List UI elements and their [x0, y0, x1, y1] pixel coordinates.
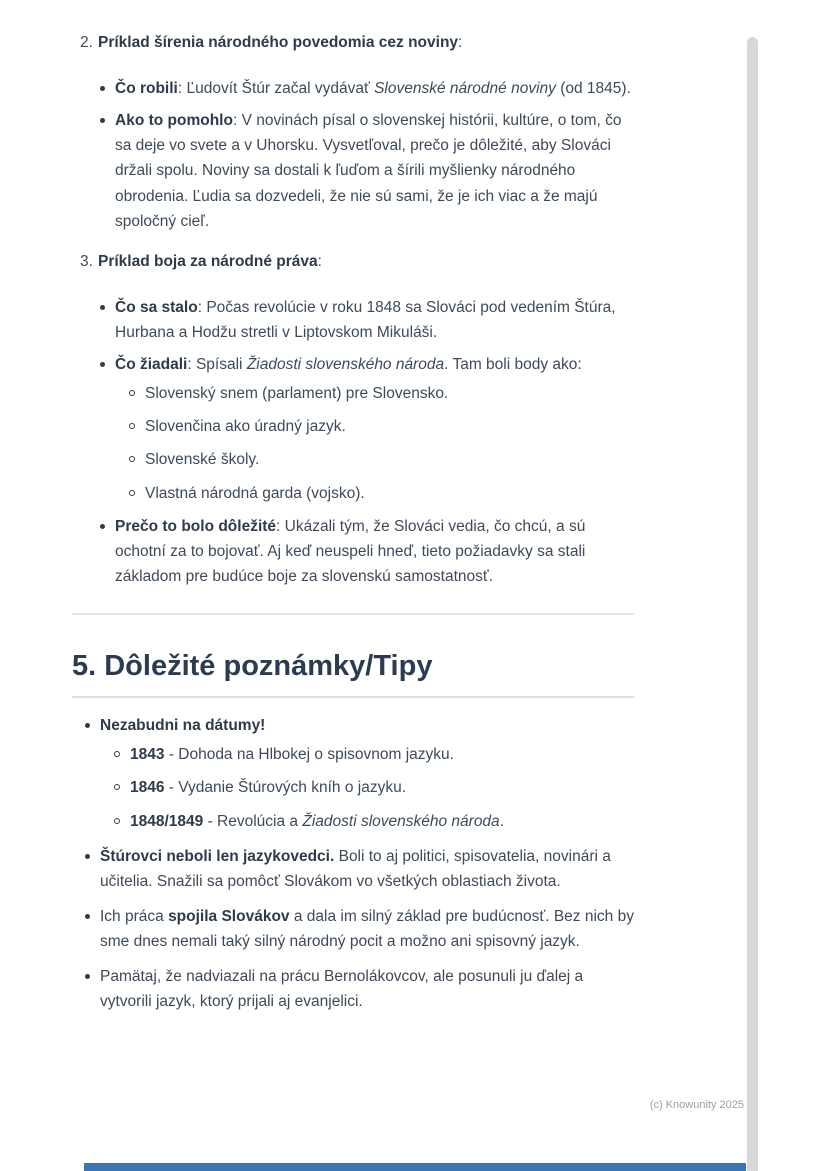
document-body	[72, 30, 634, 1024]
bullet-item	[72, 295, 634, 345]
next-page-top-band	[84, 1163, 746, 1171]
sub-bullet-text	[130, 742, 634, 767]
text-run: Slovenské školy.	[145, 451, 260, 469]
text-run: Slovenské národné noviny	[374, 80, 556, 98]
bullet-circle-icon	[129, 390, 135, 396]
sub-bullet-text	[145, 381, 634, 406]
sub-bullet-text	[145, 447, 634, 472]
numbered-item	[72, 30, 634, 234]
bullet-dot	[100, 305, 105, 310]
sub-bullet-list	[100, 742, 634, 833]
text-run: : Ukázali tým, že Slováci vedia, čo chcú, a sú ochotní za to bojovať. Aj keď neuspeli hneď, tieto požiadavky sa stali základom pre budúce boje za slovenskú samostatnosť.	[115, 517, 586, 585]
text-run: Vlastná národná garda (vojsko).	[145, 484, 365, 502]
text-run: : Spísali	[187, 356, 247, 374]
text-run: :	[317, 252, 322, 270]
text-run: Čo žiadali	[115, 356, 188, 374]
scrollbar[interactable]	[747, 37, 758, 1171]
text-run: : Ľudovít Štúr začal vydávať	[177, 80, 375, 98]
numbered-title	[72, 249, 634, 274]
bullet-text	[115, 108, 634, 234]
bullet-text	[100, 904, 634, 954]
bullet-dot	[100, 362, 105, 367]
text-run: Ich práca	[100, 907, 169, 925]
bullet-text	[115, 352, 634, 377]
sub-bullet-text	[145, 414, 634, 439]
sub-bullet-item	[100, 809, 634, 834]
bullet-circle-icon	[114, 784, 120, 790]
bullet-text	[115, 514, 634, 589]
bullet-text	[100, 844, 634, 894]
footer-credit: (c) Knowunity 2025	[649, 1099, 744, 1111]
numbered-title-text	[98, 249, 322, 274]
bullet-circle-icon	[114, 751, 120, 757]
bullet-dot	[85, 723, 90, 728]
bullet-item	[72, 844, 634, 894]
bullet-list	[72, 76, 634, 234]
sub-bullet-item	[115, 447, 634, 472]
text-run: 1843	[130, 746, 165, 764]
text-run: Prečo to bolo dôležité	[115, 517, 277, 535]
sub-bullet-item	[100, 742, 634, 767]
bullet-dot	[85, 914, 90, 919]
list-number: 2.	[80, 34, 93, 51]
text-run: Čo sa stalo	[115, 298, 198, 316]
sub-bullet-item	[115, 381, 634, 406]
sub-bullet-item	[100, 775, 634, 800]
bullet-item	[72, 514, 634, 589]
bullet-text	[115, 76, 634, 101]
text-run: Ako to pomohlo	[115, 112, 233, 130]
text-run: : Počas revolúcie v roku 1848 sa Slováci pod vedením Štúra, Hurbana a Hodžu stretli v Liptovskom Mikuláši.	[115, 298, 616, 341]
bullet-item	[72, 964, 634, 1014]
bullet-text	[100, 964, 634, 1014]
bullet-circle-icon	[114, 818, 120, 824]
text-run: .	[499, 812, 504, 830]
text-run: . Tam boli body ako:	[444, 356, 582, 374]
text-run: Pamätaj, že nadviazali na prácu Bernolákovcov, ale posunuli ju ďalej a vytvorili jazyk, ktorý prijali aj evanjelici.	[100, 968, 584, 1011]
text-run: spojila Slovákov	[168, 907, 290, 925]
sub-bullet-text	[130, 775, 634, 800]
text-run: Boli to aj politici, spisovatelia, novinári a učitelia. Snažili sa pomôcť Slovákom vo všetkých oblastiach života.	[100, 847, 611, 890]
bullet-dot	[85, 854, 90, 859]
text-run: a dala im silný základ pre budúcnosť. Bez nich by sme dnes nemali taký silný národný pocit a možno ani spisovný jazyk.	[100, 907, 634, 950]
bullet-circle-icon	[129, 490, 135, 496]
text-run: (od 1845).	[555, 80, 631, 98]
sub-bullet-text	[145, 481, 634, 506]
bullet-item	[72, 904, 634, 954]
text-run: Žiadosti slovenského národa	[246, 356, 445, 374]
sub-bullet-text	[130, 809, 634, 834]
tips-list	[72, 713, 634, 1014]
text-run: 1846	[130, 779, 165, 797]
text-run: - Revolúcia a	[203, 812, 303, 830]
bullet-list	[72, 295, 634, 589]
section-divider	[72, 613, 634, 615]
text-run: :	[458, 34, 463, 51]
text-run: Príklad šírenia národného povedomia cez noviny	[98, 34, 459, 51]
list-number: 3.	[80, 252, 93, 270]
bullet-item	[72, 76, 634, 101]
text-run: Čo robili	[115, 80, 178, 98]
text-run: Žiadosti slovenského národa	[302, 812, 500, 830]
bullet-dot	[100, 524, 105, 529]
numbered-item	[72, 249, 634, 589]
text-run: Príklad boja za národné práva	[98, 252, 318, 270]
sub-bullet-list	[115, 381, 634, 505]
text-run: : V novinách písal o slovenskej histórii, kultúre, o tom, čo sa deje vo svete a v Uhorsku. Vysvetľoval, prečo je dôležité, aby Slováci držali spolu. Noviny sa dostali k ľuďom a šírili myšlienky národného obrodenia. Ľudia sa dozvedeli, že nie sú sami, že je ich viac a že majú spoločný cieľ.	[115, 112, 622, 230]
bullet-dot	[85, 974, 90, 979]
text-run: Štúrovci neboli len jazykovedci.	[100, 847, 335, 865]
text-run: - Dohoda na Hlbokej o spisovnom jazyku.	[164, 746, 454, 764]
bullet-dot	[100, 118, 105, 123]
numbered-title-text	[98, 30, 462, 55]
text-run: Slovenčina ako úradný jazyk.	[145, 418, 346, 436]
bullet-item	[72, 352, 634, 506]
bullet-circle-icon	[129, 423, 135, 429]
bullet-dot	[100, 86, 105, 91]
numbered-title	[72, 30, 634, 55]
bullet-item	[72, 713, 634, 833]
text-run: Slovenský snem (parlament) pre Slovensko.	[145, 385, 449, 403]
bullet-text	[115, 295, 634, 345]
text-run: - Vydanie Štúrových kníh o jazyku.	[164, 779, 406, 797]
section-heading: 5. Dôležité poznámky/Tipy	[72, 648, 634, 698]
bullet-item	[72, 108, 634, 234]
bullet-text	[100, 713, 634, 738]
sub-bullet-item	[115, 481, 634, 506]
sub-bullet-item	[115, 414, 634, 439]
text-run: 1848/1849	[130, 812, 204, 830]
bullet-circle-icon	[129, 456, 135, 462]
text-run: Nezabudni na dátumy!	[100, 717, 266, 735]
